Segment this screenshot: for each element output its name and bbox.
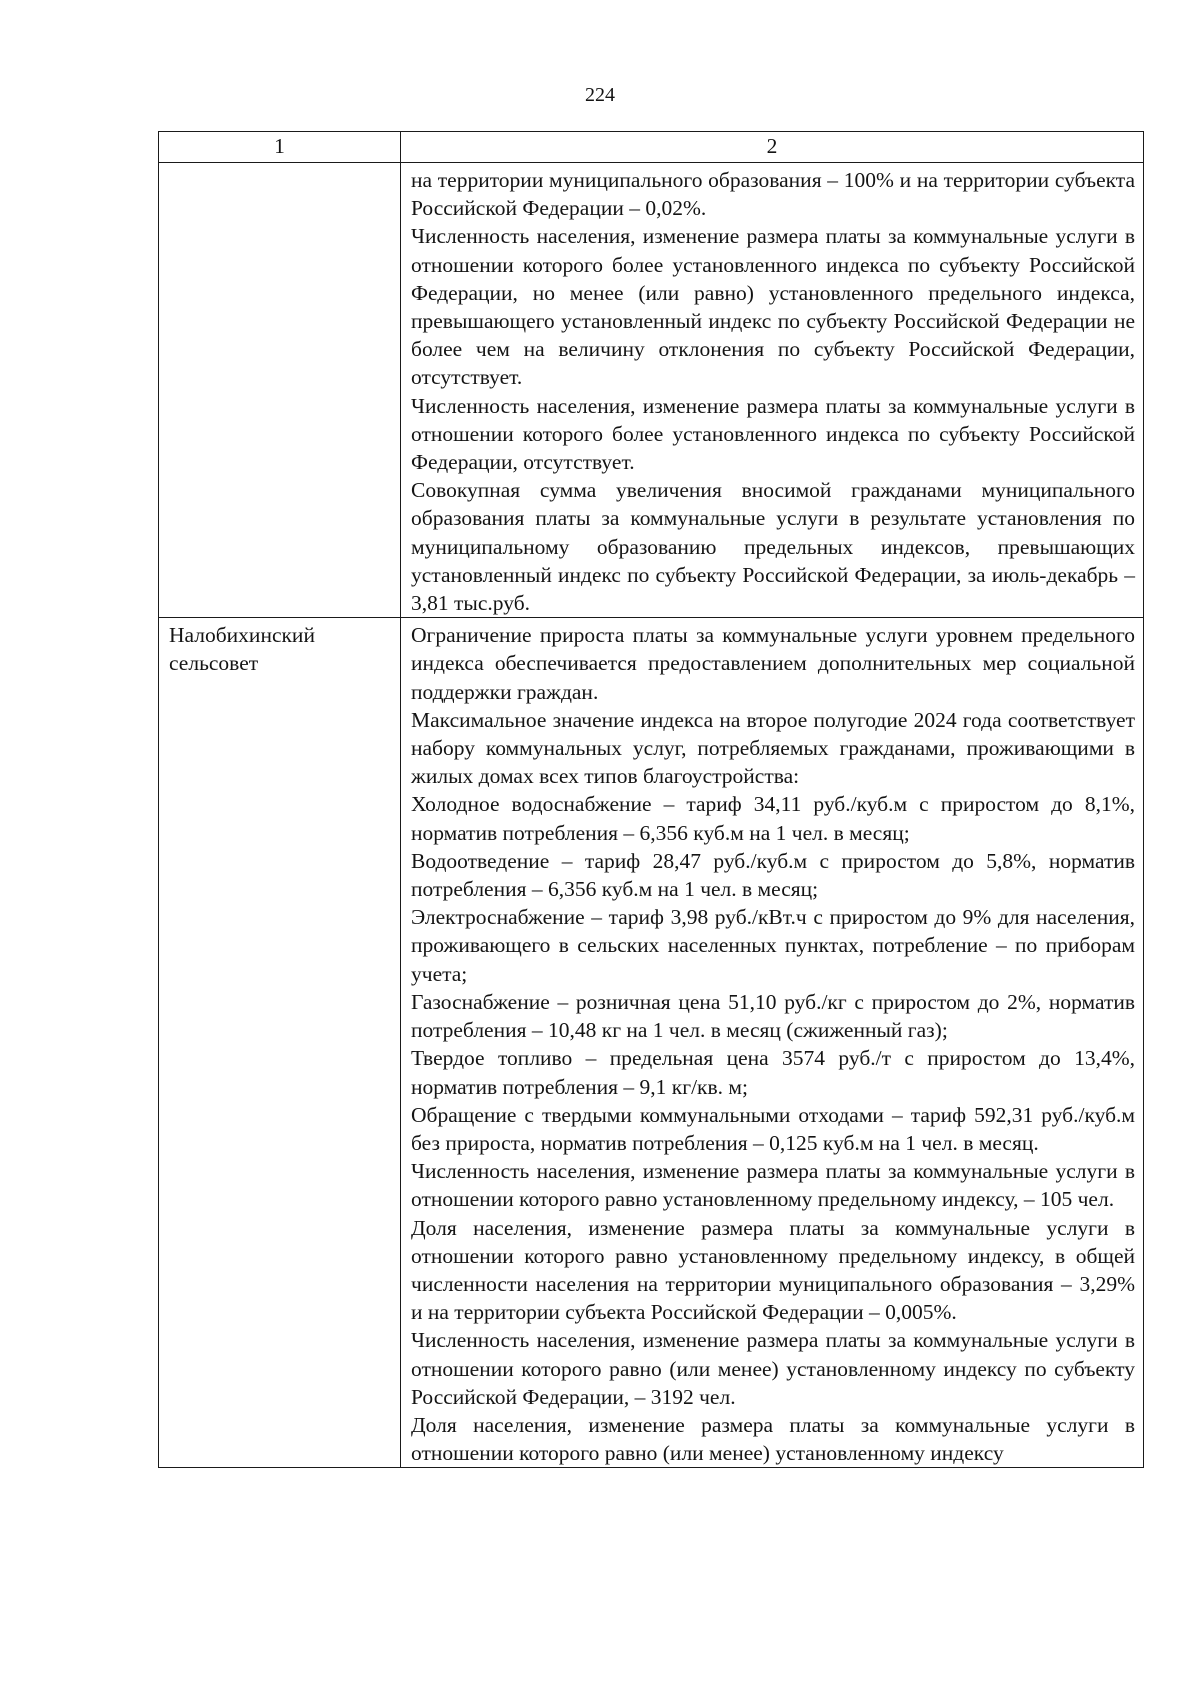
paragraph: Электроснабжение – тариф 3,98 руб./кВт.ч с приростом до 9% для населения, проживающего в сельских населенных пунктах, потребление – по приборам учета; — [411, 905, 1135, 986]
municipality-name-cell — [159, 163, 401, 618]
paragraph: Совокупная сумма увеличения вносимой гражданами муниципального образования платы за коммунальные услуги в результате установления по муниципальному образованию предельных индексов, превышающих установленный индекс по субъекту Российской Федерации, за июль-декабрь – 3,81 тыс.руб. — [411, 478, 1135, 616]
paragraph: Холодное водоснабжение – тариф 34,11 руб./куб.м с приростом до 8,1%, норматив потребления – 6,356 куб.м на 1 чел. в месяц; — [411, 792, 1135, 845]
paragraph: Максимальное значение индекса на второе полугодие 2024 года соответствует набору коммунальных услуг, потребляемых гражданами, проживающими в жилых домах всех типов благоустройства: — [411, 707, 1135, 789]
paragraph: Доля населения, изменение размера платы за коммунальные услуги в отношении которого равно (или менее) установленному индексу — [411, 1412, 1135, 1466]
paragraph: Твердое топливо – предельная цена 3574 руб./т с приростом до 13,4%, норматив потребления – 9,1 кг/кв. м; — [411, 1046, 1135, 1099]
paragraph: на территории муниципального образования – 100% и на территории субъекта Российской Федерации – 0,02%. — [411, 168, 1135, 221]
description-cell — [401, 163, 1144, 618]
paragraph: Численность населения, изменение размера платы за коммунальные услуги в отношении которого равно (или менее) установленному индексу по субъекту Российской Федерации, – 3192 чел. — [411, 1328, 1135, 1409]
paragraph: Ограничение прироста платы за коммунальные услуги уровнем предельного индекса обеспечивается предоставлением дополнительных мер социальной поддержки граждан. — [411, 623, 1135, 704]
paragraph: Водоотведение – тариф 28,47 руб./куб.м с приростом до 5,8%, норматив потребления – 6,356 куб.м на 1 чел. в месяц; — [411, 848, 1135, 902]
page-number: 224 — [585, 84, 615, 106]
table-header-row — [159, 132, 1144, 163]
document-table — [158, 131, 1144, 1468]
table-row — [159, 163, 1144, 618]
paragraph: Численность населения, изменение размера платы за коммунальные услуги в отношении которого более установленного индекса по субъекту Российской Федерации, но менее (или равно) установленного предельного индекса, превышающего установленный индекс по субъекту Российской Федерации не более чем на величину отклонения по субъекту Российской Федерации, отсутствует. — [411, 224, 1135, 390]
municipality-name-cell: Налобихинский сельсовет — [159, 618, 401, 1468]
paragraph: Обращение с твердыми коммунальными отходами – тариф 592,31 руб./куб.м без прироста, норматив потребления – 0,125 куб.м на 1 чел. в месяц. — [411, 1102, 1135, 1155]
paragraph: Газоснабжение – розничная цена 51,10 руб./кг с приростом до 2%, норматив потребления – 10,48 кг на 1 чел. в месяц (сжиженный газ); — [411, 989, 1135, 1043]
column-header-1: 1 — [159, 132, 401, 163]
paragraph: Численность населения, изменение размера платы за коммунальные услуги в отношении которого более установленного индекса по субъекту Российской Федерации, отсутствует. — [411, 393, 1135, 475]
table-row — [159, 618, 1144, 1468]
column-header-2: 2 — [401, 132, 1144, 163]
paragraph: Численность населения, изменение размера платы за коммунальные услуги в отношении которого равно установленному предельному индексу, – 105 чел. — [411, 1159, 1135, 1212]
description-cell — [401, 618, 1144, 1468]
paragraph: Доля населения, изменение размера платы за коммунальные услуги в отношении которого равно установленному предельному индексу, в общей численности населения на территории муниципального образования – 3,29% и на территории субъекта Российской Федерации – 0,005%. — [411, 1215, 1135, 1325]
